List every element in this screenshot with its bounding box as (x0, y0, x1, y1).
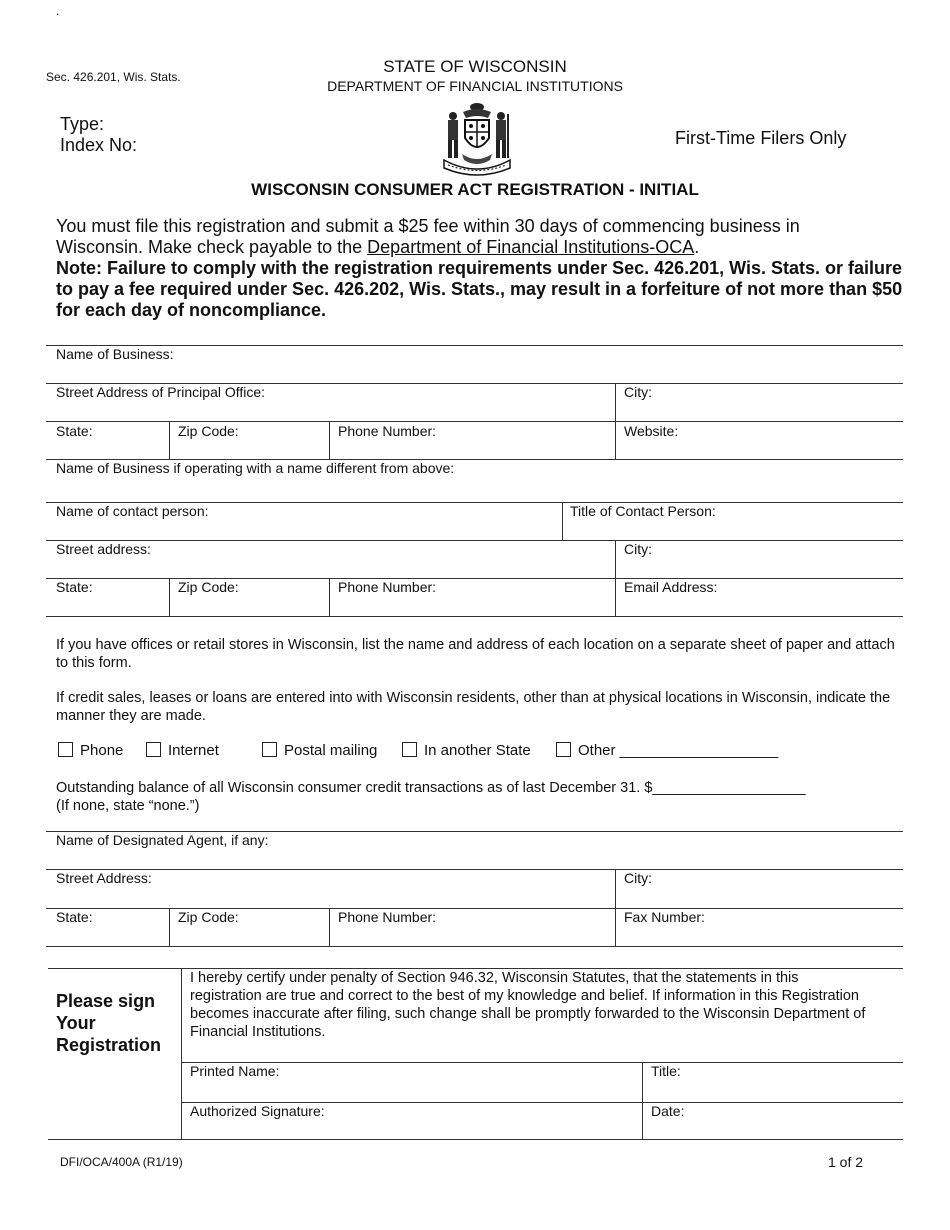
option-internet-label: Internet (168, 742, 219, 759)
agent-state-field[interactable]: State: (56, 909, 93, 925)
option-postal-mailing[interactable] (262, 742, 377, 759)
agent-name-field[interactable]: Name of Designated Agent, if any: (56, 832, 269, 848)
contact-city-field[interactable]: City: (624, 541, 652, 557)
form-number: DFI/OCA/400A (R1/19) (60, 1155, 183, 1169)
contact-name-field[interactable]: Name of contact person: (56, 503, 209, 519)
other-checkbox[interactable] (556, 742, 571, 757)
signature-date-field[interactable]: Date: (651, 1103, 685, 1119)
option-other-label: Other ___________________ (578, 742, 779, 759)
wisconsin-seal-icon (436, 98, 518, 176)
intro-block (56, 216, 906, 321)
intro-line-2-start: Wisconsin. Make check payable to the (56, 237, 368, 257)
sign-heading (56, 990, 161, 1056)
business-phone-field[interactable]: Phone Number: (338, 423, 437, 439)
balance-none-note: (If none, state “none.”) (56, 798, 200, 814)
postal-mailing-checkbox[interactable] (262, 742, 277, 757)
contact-street-field[interactable]: Street address: (56, 541, 151, 557)
first-time-filers: First-Time Filers Only (675, 128, 847, 148)
agent-street-field[interactable]: Street Address: (56, 870, 152, 886)
credit-instruction: If credit sales, leases or loans are entered into with Wisconsin residents, other than at physical locations in Wisconsin, indicate the manner they are made. (56, 690, 891, 724)
contact-state-field[interactable]: State: (56, 579, 93, 595)
department-heading: DEPARTMENT OF FINANCIAL INSTITUTIONS (327, 78, 623, 94)
business-street-field[interactable]: Street Address of Principal Office: (56, 384, 266, 400)
business-state-field[interactable]: State: (56, 423, 93, 439)
intro-line-1: You must file this registration and submit a $25 fee within 30 days of commencing business in (56, 216, 800, 236)
offices-instruction: If you have offices or retail stores in Wisconsin, list the name and address of each location on a separate sheet of paper and attach to this form. (56, 637, 895, 671)
intro-line-2-end: . (694, 237, 700, 257)
business-website-field[interactable]: Website: (624, 423, 679, 439)
another-state-checkbox[interactable] (402, 742, 417, 757)
certification-statement: I hereby certify under penalty of Section 946.32, Wisconsin Statutes, that the statements in this registration are true and correct to the best of my knowledge and belief. If information in this Registration becomes inaccurate after filing, such change shall be promptly forwarded to the Wisconsin Department of Financial Institutions. (190, 970, 866, 1040)
business-name-field[interactable]: Name of Business: (56, 346, 174, 362)
index-label: Index No: (60, 135, 138, 155)
type-label: Type: (60, 114, 105, 134)
agent-fax-field[interactable]: Fax Number: (624, 909, 705, 925)
contact-phone-field[interactable]: Phone Number: (338, 579, 437, 595)
agent-phone-field[interactable]: Phone Number: (338, 909, 437, 925)
agent-zip-field[interactable]: Zip Code: (178, 909, 239, 925)
option-another-state-label: In another State (424, 742, 531, 759)
internet-checkbox[interactable] (146, 742, 161, 757)
form-title: WISCONSIN CONSUMER ACT REGISTRATION - INITIAL (251, 180, 699, 199)
business-zip-field[interactable]: Zip Code: (178, 423, 239, 439)
intro-line-2 (56, 237, 906, 258)
page-number: 1 of 2 (828, 1154, 864, 1170)
option-phone-label: Phone (80, 742, 124, 759)
business-dba-field[interactable]: Name of Business if operating with a name different from above: (56, 460, 455, 476)
statute-reference: Sec. 426.201, Wis. Stats. (46, 70, 181, 84)
state-heading: STATE OF WISCONSIN (383, 57, 567, 76)
business-city-field[interactable]: City: (624, 384, 652, 400)
balance-block (56, 779, 806, 815)
authorized-signature-field[interactable]: Authorized Signature: (190, 1103, 325, 1119)
sign-heading-line-3: Registration (56, 1035, 162, 1055)
phone-checkbox[interactable] (58, 742, 73, 757)
option-other[interactable] (556, 742, 778, 759)
forfeiture-note: Note: Failure to comply with the registration requirements under Sec. 426.201, Wis. Stats. or failure to pay a fee required under Sec. 426.202, Wis. Stats., may result in a forfeiture of not more than $50 for each day of noncompliance. (56, 258, 903, 320)
contact-title-field[interactable]: Title of Contact Person: (570, 503, 716, 519)
contact-zip-field[interactable]: Zip Code: (178, 579, 239, 595)
option-another-state[interactable] (402, 742, 531, 759)
signer-title-field[interactable]: Title: (651, 1063, 681, 1079)
agent-city-field[interactable]: City: (624, 870, 652, 886)
outstanding-balance-field[interactable]: Outstanding balance of all Wisconsin consumer credit transactions as of last December 31. $___________________ (56, 780, 806, 796)
printed-name-field[interactable]: Printed Name: (190, 1063, 280, 1079)
option-phone[interactable] (58, 742, 123, 759)
sign-heading-line-2: Your (56, 1013, 96, 1033)
option-postal-mailing-label: Postal mailing (284, 742, 378, 759)
option-internet[interactable] (146, 742, 219, 759)
payee-name: Department of Financial Institutions-OCA (367, 237, 695, 257)
contact-email-field[interactable]: Email Address: (624, 579, 718, 595)
sign-heading-line-1: Please sign (56, 991, 156, 1011)
stray-dot: . (56, 4, 60, 18)
